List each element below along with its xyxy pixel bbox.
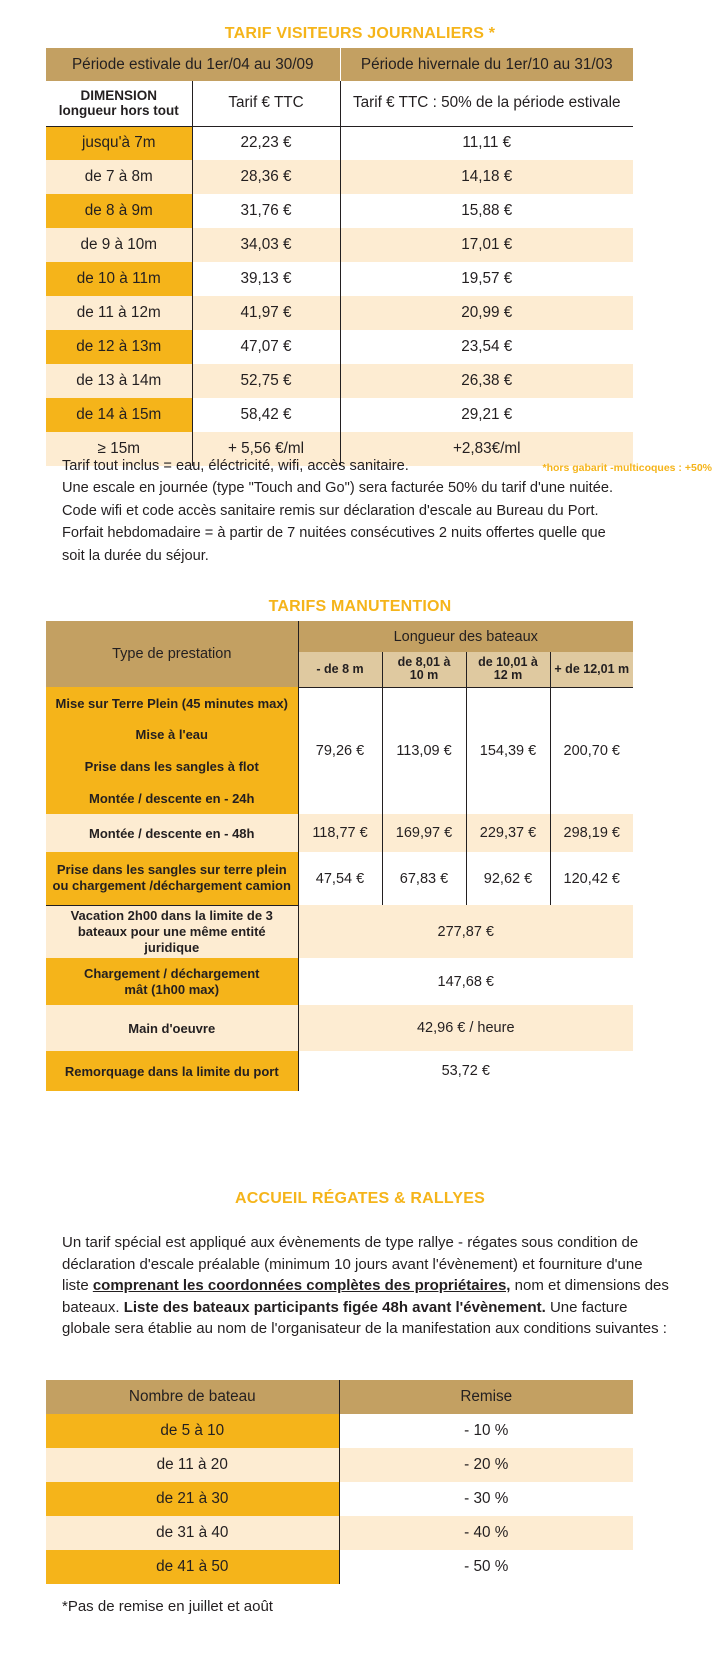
price-cell: 67,83 € xyxy=(382,852,466,905)
boat-count-cell: de 11 à 20 xyxy=(46,1448,339,1482)
flat-price-cell: 147,68 € xyxy=(298,958,633,1005)
flat-price-cell: 277,87 € xyxy=(298,905,633,958)
section-title-handling: TARIFS MANUTENTION xyxy=(268,598,452,615)
col-type-header: Type de prestation xyxy=(112,646,232,662)
price-cell: 47,54 € xyxy=(298,852,382,905)
dimension-cell: de 12 à 13m xyxy=(46,330,192,364)
price-cell: 169,97 € xyxy=(382,814,466,852)
winter-price-cell: 29,21 € xyxy=(340,398,633,432)
boat-count-cell: de 41 à 50 xyxy=(46,1550,339,1584)
summer-price-cell: 47,07 € xyxy=(192,330,340,364)
price-cell: 113,09 € xyxy=(382,687,466,814)
dimension-cell: de 7 à 8m xyxy=(46,160,192,194)
service-label: Remorquage dans la limite du port xyxy=(46,1051,298,1091)
summer-price-cell: 58,42 € xyxy=(192,398,340,432)
length-col-4: + de 12,01 m xyxy=(550,652,633,687)
rate-row xyxy=(46,262,633,296)
dimension-cell: ≥ 15m xyxy=(46,432,192,466)
service-label: Chargement / déchargement mât (1h00 max) xyxy=(46,958,298,1005)
discount-cell: - 30 % xyxy=(339,1482,633,1516)
discount-cell: - 50 % xyxy=(339,1550,633,1584)
dimension-cell: de 11 à 12m xyxy=(46,296,192,330)
price-cell: 229,37 € xyxy=(466,814,550,852)
regatta-discount-table xyxy=(46,1380,633,1584)
regatta-paragraph xyxy=(62,1232,672,1340)
summer-price-cell: + 5,56 €/ml xyxy=(192,432,340,466)
rate-row xyxy=(46,364,633,398)
summer-price-cell: 39,13 € xyxy=(192,262,340,296)
column-header-row xyxy=(46,81,633,126)
section-title-regattas: ACCUEIL RÉGATES & RALLYES xyxy=(234,1190,486,1207)
price-cell: 118,77 € xyxy=(298,814,382,852)
col-dimension-header: DIMENSION longueur hors tout xyxy=(58,88,179,119)
rate-row xyxy=(46,160,633,194)
price-cell: 298,19 € xyxy=(550,814,633,852)
length-col-3: de 10,01 à 12 m xyxy=(466,652,550,687)
service-label: Prise dans les sangles à flot xyxy=(46,750,298,782)
summer-period-header: Période estivale du 1er/04 au 30/09 xyxy=(71,55,314,73)
service-label: Mise à l'eau xyxy=(46,719,298,750)
boat-count-cell: de 31 à 40 xyxy=(46,1516,339,1550)
winter-price-cell: 15,88 € xyxy=(340,194,633,228)
dimension-cell: de 13 à 14m xyxy=(46,364,192,398)
note-touch-and-go: Une escale en journée (type "Touch and Go") sera facturée 50% du tarif d'une nuitée. xyxy=(62,480,614,497)
service-label: Montée / descente en - 24h xyxy=(46,782,298,814)
dimension-cell: de 14 à 15m xyxy=(46,398,192,432)
length-col-2: de 8,01 à 10 m xyxy=(382,652,466,687)
period-header-row xyxy=(46,48,633,81)
price-cell: 79,26 € xyxy=(298,687,382,814)
price-cell: 120,42 € xyxy=(550,852,633,905)
winter-price-cell: 23,54 € xyxy=(340,330,633,364)
winter-price-cell: +2,83€/ml xyxy=(340,432,633,466)
summer-price-cell: 31,76 € xyxy=(192,194,340,228)
discount-cell: - 40 % xyxy=(339,1516,633,1550)
col-discount-header: Remise xyxy=(339,1380,633,1414)
price-cell: 154,39 € xyxy=(466,687,550,814)
daily-rates-table xyxy=(46,48,633,466)
summer-price-cell: 28,36 € xyxy=(192,160,340,194)
winter-period-header: Période hivernale du 1er/10 au 31/03 xyxy=(340,48,633,81)
service-label: Prise dans les sangles sur terre plein ou chargement /déchargement camion xyxy=(46,852,298,905)
discount-cell: - 10 % xyxy=(339,1414,633,1448)
note-weekly-2: soit la durée du séjour. xyxy=(62,547,209,564)
note-wifi: Code wifi et code accès sanitaire remis sur déclaration d'escale au Bureau du Port. xyxy=(62,502,599,519)
regatta-text-bold: Liste des bateaux participants figée 48h avant l'évènement. xyxy=(123,1298,546,1316)
dimension-cell: de 10 à 11m xyxy=(46,262,192,296)
handling-rates-table xyxy=(46,621,633,1091)
regatta-text-2: nom et dimensions des bateaux. xyxy=(62,1277,669,1316)
discount-row xyxy=(46,1550,633,1584)
col-price-header: Tarif € TTC xyxy=(192,81,340,126)
rate-row xyxy=(46,296,633,330)
service-label: Mise sur Terre Plein (45 minutes max) xyxy=(46,687,298,719)
note-weekly-1: Forfait hebdomadaire = à partir de 7 nuitées consécutives 2 nuits offertes quelle que xyxy=(62,525,606,542)
rate-row xyxy=(46,330,633,364)
discount-cell: - 20 % xyxy=(339,1448,633,1482)
winter-price-cell: 11,11 € xyxy=(340,126,633,160)
summer-price-cell: 41,97 € xyxy=(192,296,340,330)
service-label: Vacation 2h00 dans la limite de 3 bateaux pour une même entité juridique xyxy=(46,905,298,958)
winter-price-cell: 20,99 € xyxy=(340,296,633,330)
regatta-text-3: Une facture globale sera établie au nom de l'organisateur de la manifestation aux conditions suivantes : xyxy=(62,1298,667,1338)
regatta-text-underline: comprenant les coordonnées complètes des propriétaires, xyxy=(92,1277,511,1295)
discount-row xyxy=(46,1448,633,1482)
col-length-header: Longueur des bateaux xyxy=(298,621,633,652)
summer-price-cell: 34,03 € xyxy=(192,228,340,262)
rate-row xyxy=(46,194,633,228)
daily-rates-notes xyxy=(62,455,712,567)
summer-price-cell: 52,75 € xyxy=(192,364,340,398)
discount-row xyxy=(46,1414,633,1448)
service-label: Main d'oeuvre xyxy=(46,1005,298,1051)
rate-row xyxy=(46,228,633,262)
winter-price-cell: 17,01 € xyxy=(340,228,633,262)
section-title-daily-rates: TARIF VISITEURS JOURNALIERS * xyxy=(224,25,496,42)
flat-price-cell: 53,72 € xyxy=(298,1051,633,1091)
dimension-cell: de 9 à 10m xyxy=(46,228,192,262)
boat-count-cell: de 21 à 30 xyxy=(46,1482,339,1516)
winter-price-cell: 14,18 € xyxy=(340,160,633,194)
price-cell: 92,62 € xyxy=(466,852,550,905)
dimension-cell: de 8 à 9m xyxy=(46,194,192,228)
winter-price-cell: 26,38 € xyxy=(340,364,633,398)
service-label: Montée / descente en - 48h xyxy=(89,825,255,841)
note-hors-gabarit: *hors gabarit -multicoques : +50% xyxy=(542,462,712,474)
winter-price-cell: 19,57 € xyxy=(340,262,633,296)
col-winter-header: Tarif € TTC : 50% de la période estivale xyxy=(340,81,633,126)
regatta-footnote: *Pas de remise en juillet et août xyxy=(62,1598,273,1615)
regatta-text-1: Un tarif spécial est appliqué aux évènements de type rallye - régates sous condition de déclaration d'escale préalable (minimum 10 jours avant l'évènement) et fourniture d'une liste xyxy=(62,1234,643,1295)
length-col-1: - de 8 m xyxy=(298,652,382,687)
price-cell: 200,70 € xyxy=(550,687,633,814)
discount-row xyxy=(46,1516,633,1550)
col-boat-count-header: Nombre de bateau xyxy=(128,1388,256,1405)
note-all-inclusive: Tarif tout inclus = eau, éléctricité, wifi, accès sanitaire. xyxy=(62,458,409,474)
flat-price-cell: 42,96 € / heure xyxy=(298,1005,633,1051)
rate-row xyxy=(46,398,633,432)
boat-count-cell: de 5 à 10 xyxy=(46,1414,339,1448)
discount-row xyxy=(46,1482,633,1516)
dimension-cell: jusqu'à 7m xyxy=(46,126,192,160)
rate-row xyxy=(46,126,633,160)
summer-price-cell: 22,23 € xyxy=(192,126,340,160)
